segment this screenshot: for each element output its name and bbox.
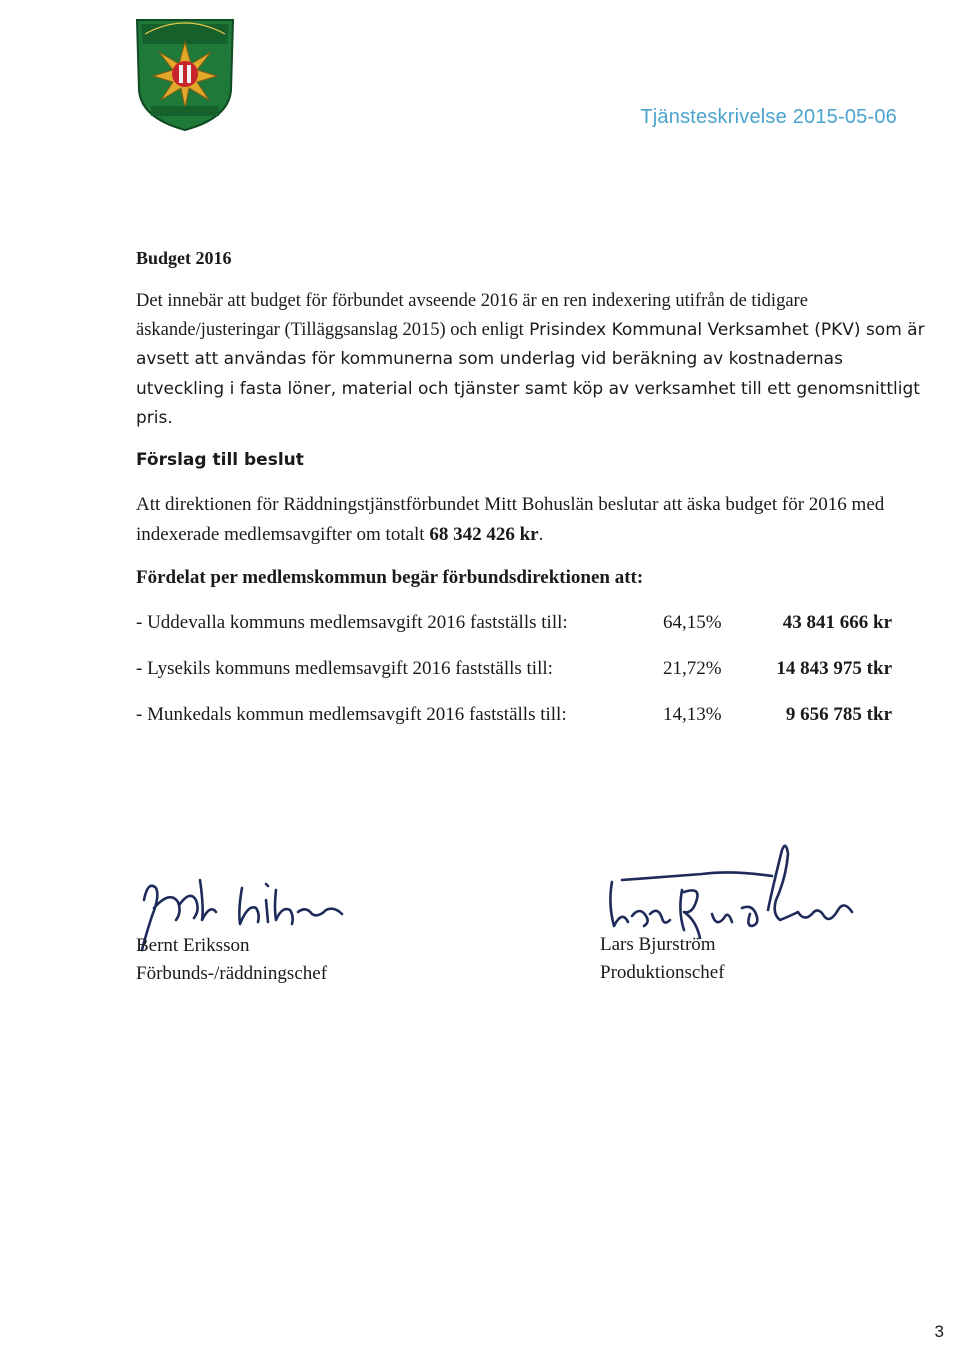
section-heading-distribution: Fördelat per medlemskommun begär förbundsdirektionen att: xyxy=(136,567,644,588)
signature-title-right: Produktionschef xyxy=(600,962,725,983)
member-percent: 14,13% xyxy=(663,704,722,725)
section-heading-proposal: Förslag till beslut xyxy=(136,450,304,470)
page-number: 3 xyxy=(934,1322,944,1341)
section-heading-budget: Budget 2016 xyxy=(136,248,232,268)
member-row-lysekil xyxy=(136,658,896,686)
proposal-text: Att direktionen för Räddningstjänstförbundet Mitt Bohuslän beslutar att äska budget för 2016 med indexerade medlemsavgifter om totalt xyxy=(136,494,885,545)
member-amount: 43 841 666 kr xyxy=(782,612,892,633)
member-amount: 9 656 785 tkr xyxy=(785,704,892,725)
signature-title-left: Förbunds-/räddningschef xyxy=(136,963,328,984)
handwritten-signature-right xyxy=(592,830,862,950)
document-type-date: Tjänsteskrivelse 2015-05-06 xyxy=(640,106,897,128)
member-percent: 21,72% xyxy=(663,658,722,679)
raddningstjanst-logo-icon xyxy=(133,14,237,132)
member-percent: 64,15% xyxy=(663,612,722,633)
proposal-total: 68 342 426 kr xyxy=(429,523,539,545)
member-label: - Lysekils kommuns medlemsavgift 2016 fastställs till: xyxy=(136,658,553,679)
member-row-munkedal xyxy=(136,704,896,732)
budget-intro-paragraph xyxy=(136,287,936,433)
intro-text-sans: Prisindex Kommunal Verksamhet (PKV) som är avsett att användas för kommunerna som underlag vid beräkning av kostnadernas utveckling i fasta löner, material och tjänster samt köp av verksamhet till ett genomsnittligt pris. xyxy=(136,320,925,428)
member-row-uddevalla xyxy=(136,612,896,640)
proposal-paragraph xyxy=(136,490,946,549)
signature-name-left: Bernt Eriksson xyxy=(136,935,250,956)
proposal-end: . xyxy=(538,523,544,545)
member-amount: 14 843 975 tkr xyxy=(776,658,892,679)
signature-name-right: Lars Bjurström xyxy=(600,934,716,955)
intro-text-serif: Det innebär att budget för förbundet avseende 2016 är en ren indexering utifrån de tidigare äskande/justeringar (Tilläggsanslag 2015) och enligt xyxy=(136,291,808,341)
member-label: - Munkedals kommun medlemsavgift 2016 fastställs till: xyxy=(136,704,567,725)
member-label: - Uddevalla kommuns medlemsavgift 2016 fastställs till: xyxy=(136,612,568,633)
